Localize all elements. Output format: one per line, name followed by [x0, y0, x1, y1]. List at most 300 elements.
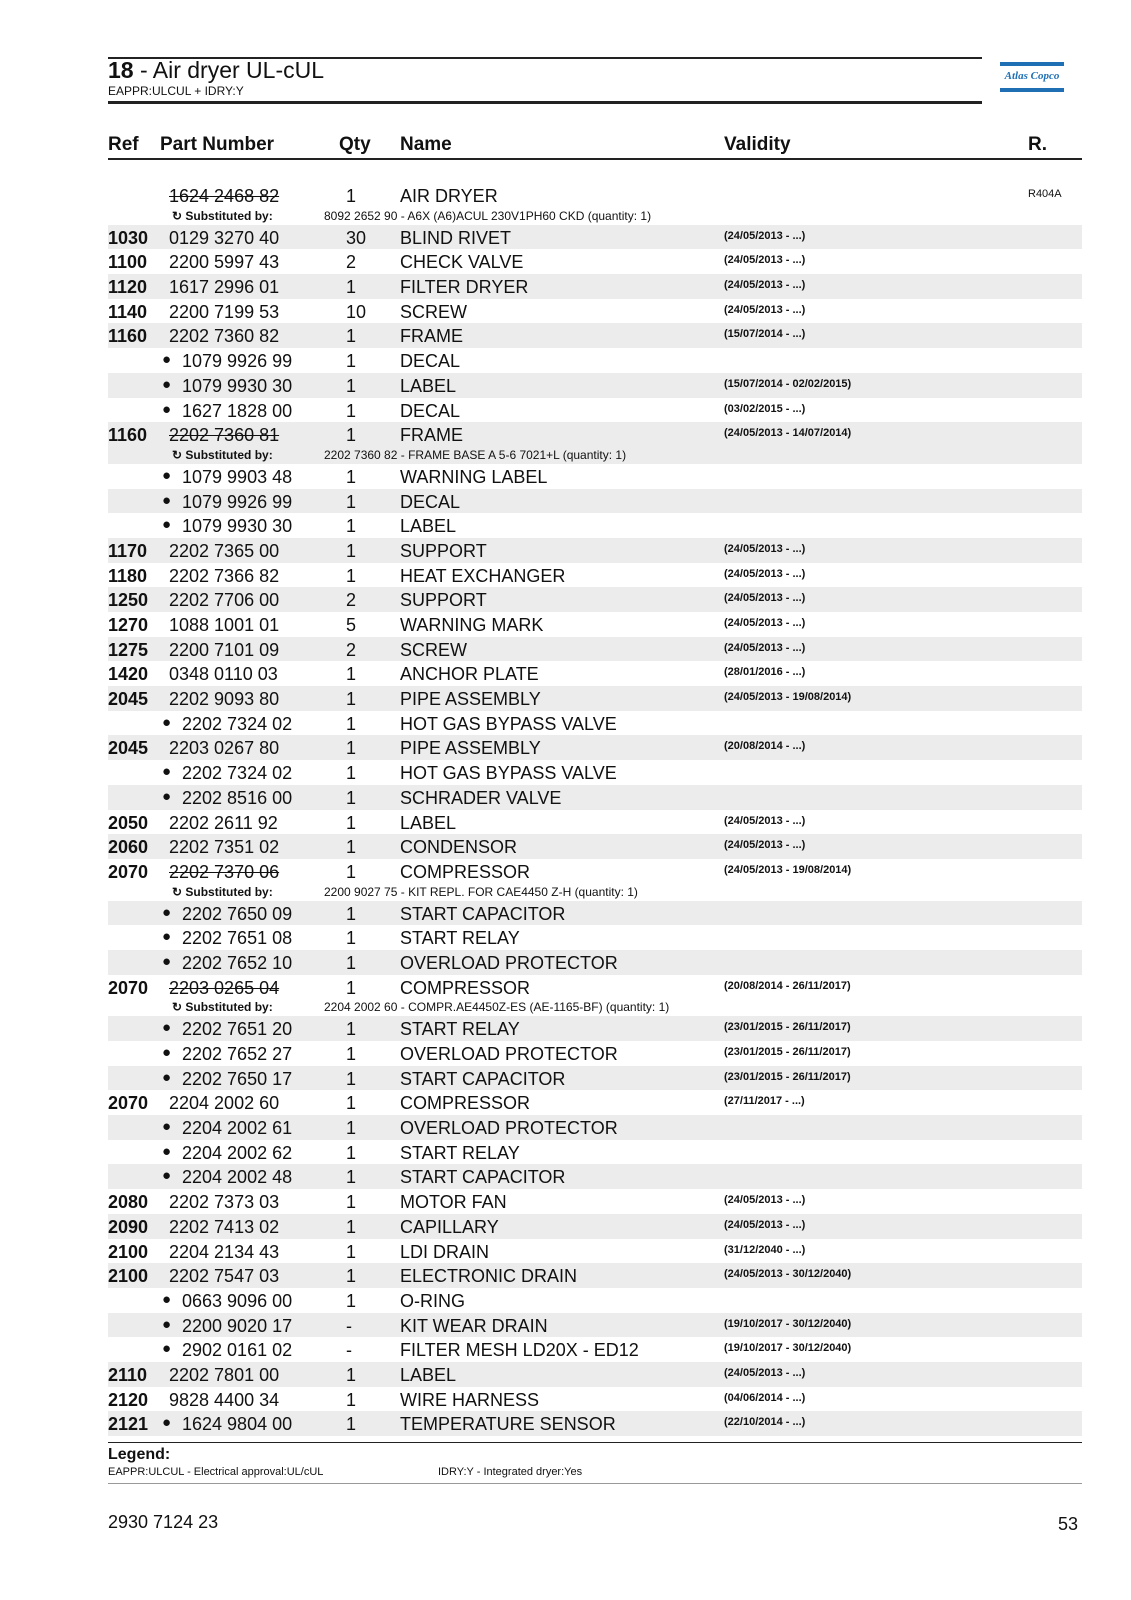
part-number-cell: 2202 7370 06 [169, 861, 280, 882]
name-cell: SCHRADER VALVE [400, 787, 562, 808]
table-row [108, 1189, 1082, 1214]
qty-cell: 1 [346, 977, 357, 998]
part-number-cell: 2203 0267 80 [169, 738, 280, 759]
ref-cell: 2100 [108, 1266, 149, 1287]
col-validity: Validity [724, 134, 791, 155]
part-number-cell: 2204 2002 60 [169, 1093, 280, 1114]
substituted-by-text: Substituted by: [185, 1000, 273, 1015]
qty-cell: 1 [346, 787, 357, 808]
part-number-cell: 2200 9020 17 [182, 1315, 293, 1336]
table-row [108, 834, 1082, 859]
validity-cell: (24/05/2013 - ...) [724, 617, 806, 629]
substitution-row [108, 884, 1082, 901]
table-row [108, 975, 1082, 1000]
table-row [108, 422, 1082, 447]
ref-cell: 1275 [108, 639, 149, 660]
name-cell: COMPRESSOR [400, 977, 531, 998]
name-cell: LABEL [400, 375, 457, 396]
ref-cell: 1420 [108, 664, 149, 685]
table-row [108, 249, 1082, 274]
part-number-cell: 1627 1828 00 [182, 400, 293, 421]
sub-item-bullet-icon: ● [162, 1414, 172, 1432]
part-number-cell: 2202 7324 02 [182, 763, 293, 784]
qty-cell: 1 [346, 1241, 357, 1262]
validity-cell: (15/07/2014 - 02/02/2015) [724, 377, 852, 390]
validity-cell: (15/07/2014 - ...) [724, 328, 806, 341]
name-cell: LABEL [400, 516, 457, 537]
name-cell: START RELAY [400, 1019, 520, 1040]
validity-cell: (22/10/2014 - ...) [724, 1416, 806, 1429]
table-row [108, 1313, 1082, 1338]
name-cell: CAPILLARY [400, 1216, 499, 1237]
qty-cell: 1 [346, 1364, 357, 1385]
name-cell: FRAME [400, 326, 463, 347]
part-number-cell: 1079 9903 48 [182, 466, 293, 487]
qty-cell: 2 [346, 639, 357, 660]
table-row [108, 373, 1082, 398]
part-number-cell: 1624 9804 00 [182, 1414, 293, 1435]
name-cell: FILTER DRYER [400, 277, 529, 298]
sub-item-bullet-icon: ● [162, 466, 172, 484]
part-number-cell: 2202 7650 09 [182, 903, 293, 924]
qty-cell: 30 [346, 227, 367, 248]
name-cell: OVERLOAD PROTECTOR [400, 1118, 618, 1139]
name-cell: HOT GAS BYPASS VALVE [400, 763, 617, 784]
validity-cell: (20/08/2014 - 26/11/2017) [724, 979, 851, 992]
part-number-cell: 2203 0265 04 [169, 977, 280, 998]
part-number-cell: 2202 7651 08 [182, 928, 293, 949]
part-number-cell: 2202 7413 02 [169, 1216, 280, 1237]
table-row [108, 513, 1082, 538]
part-number-cell: 2902 0161 02 [182, 1340, 293, 1361]
validity-cell: (24/05/2013 - 30/12/2040) [724, 1268, 852, 1281]
qty-cell: 1 [346, 1142, 357, 1163]
validity-cell: (23/01/2015 - 26/11/2017) [724, 1070, 851, 1083]
qty-cell: 1 [346, 1167, 357, 1188]
qty-cell: 1 [346, 689, 357, 710]
name-cell: SUPPORT [400, 540, 487, 561]
ref-cell: 2070 [108, 1093, 149, 1114]
refresh-icon: ↻ [172, 208, 186, 223]
name-cell: BLIND RIVET [400, 227, 512, 248]
substitution-row [108, 999, 1082, 1016]
validity-cell: (24/05/2013 - ...) [724, 1194, 806, 1207]
part-number-cell: 1079 9926 99 [182, 351, 293, 372]
table-row [108, 925, 1082, 950]
validity-cell: (24/05/2013 - ...) [724, 814, 806, 827]
table-row [108, 686, 1082, 711]
table-row [108, 859, 1082, 884]
sub-item-bullet-icon: ● [162, 1019, 172, 1037]
part-number-cell: 2202 7650 17 [182, 1068, 293, 1089]
part-number-cell: 2202 7366 82 [169, 565, 280, 586]
name-cell: ELECTRONIC DRAIN [400, 1266, 578, 1287]
part-number-cell: 2204 2134 43 [169, 1241, 280, 1262]
sub-item-bullet-icon: ● [162, 1044, 172, 1061]
col-r: R. [1028, 134, 1047, 155]
part-number-cell: 2204 2002 62 [182, 1142, 293, 1163]
refresh-icon: ↻ [172, 447, 186, 462]
legend-item: EAPPR:ULCUL - Electrical approval:UL/cUL [108, 1466, 324, 1478]
substitution-text: 2200 9027 75 - KIT REPL. FOR CAE4450 Z-H (quantity: 1) [324, 884, 638, 899]
legend-rule [108, 1442, 1082, 1443]
qty-cell: 1 [346, 351, 357, 372]
ref-cell: 2090 [108, 1216, 149, 1237]
name-cell: ANCHOR PLATE [400, 664, 539, 685]
qty-cell: 2 [346, 590, 357, 611]
table-row [108, 735, 1082, 760]
col-ref: Ref [108, 134, 139, 155]
part-number-cell: 2202 7652 27 [182, 1044, 293, 1064]
qty-cell: 1 [346, 1290, 357, 1311]
name-cell: COMPRESSOR [400, 861, 531, 882]
validity-cell: (24/05/2013 - ...) [724, 254, 806, 267]
part-number-cell: 2202 7351 02 [169, 837, 280, 858]
legend-bottom-rule [108, 1483, 1082, 1484]
qty-cell: 1 [346, 738, 357, 759]
substituted-by-label [172, 448, 273, 462]
part-number-cell: 2202 7360 81 [169, 425, 280, 446]
qty-cell: 1 [346, 1414, 357, 1435]
sub-item-bullet-icon: ● [162, 1142, 172, 1160]
name-cell: DECAL [400, 351, 461, 372]
validity-cell: (24/05/2013 - 19/08/2014) [724, 863, 852, 876]
table-row [108, 612, 1082, 637]
name-cell: WARNING LABEL [400, 466, 548, 487]
logo-text: Atlas Copco [1004, 70, 1060, 82]
qty-cell: 1 [346, 952, 357, 973]
qty-cell: 1 [346, 1019, 357, 1040]
ref-cell: 1180 [108, 565, 148, 586]
ref-cell: 1140 [108, 301, 148, 322]
qty-cell: 1 [346, 928, 357, 949]
validity-cell: (27/11/2017 - ...) [724, 1095, 805, 1108]
logo-top-bar [1000, 62, 1064, 66]
name-cell: WIRE HARNESS [400, 1389, 540, 1410]
name-cell: MOTOR FAN [400, 1192, 507, 1213]
name-cell: LABEL [400, 812, 457, 833]
ref-cell: 1250 [108, 590, 149, 611]
part-number-cell: 0129 3270 40 [169, 227, 280, 248]
sub-item-bullet-icon: ● [162, 763, 172, 781]
validity-cell: (24/05/2013 - ...) [724, 1218, 806, 1231]
table-row [108, 1140, 1082, 1165]
validity-cell: (04/06/2014 - ...) [724, 1391, 806, 1404]
table-header [108, 132, 1082, 160]
qty-cell: 10 [346, 301, 367, 322]
table-row [108, 1337, 1082, 1362]
qty-cell: 1 [346, 1266, 357, 1287]
table-row [108, 711, 1082, 736]
sub-item-bullet-icon: ● [162, 400, 172, 418]
validity-cell: (24/05/2013 - ...) [724, 303, 806, 316]
qty-cell: 1 [346, 664, 357, 685]
qty-cell: 1 [346, 565, 357, 586]
table-row [108, 661, 1082, 686]
table-row [108, 538, 1082, 563]
refresh-icon: ↻ [172, 884, 186, 899]
name-cell: CONDENSOR [400, 837, 518, 858]
sub-item-bullet-icon: ● [162, 1167, 172, 1185]
substituted-by-text: Substituted by: [185, 447, 273, 462]
name-cell: CHECK VALVE [400, 252, 524, 273]
substitution-text: 8092 2652 90 - A6X (A6)ACUL 230V1PH60 CKD (quantity: 1) [324, 208, 652, 223]
col-part-number: Part Number [160, 134, 275, 155]
sub-item-bullet-icon: ● [162, 1290, 172, 1308]
qty-cell: 1 [346, 1068, 357, 1089]
name-cell: PIPE ASSEMBLY [400, 738, 541, 759]
table-row [108, 274, 1082, 299]
part-number-cell: 2202 7651 20 [182, 1019, 293, 1040]
name-cell: DECAL [400, 491, 461, 512]
substitution-text: 2204 2002 60 - COMPR.AE4450Z-ES (AE-1165-BF) (quantity: 1) [324, 1000, 670, 1015]
sub-item-bullet-icon: ● [162, 491, 172, 509]
part-number-cell: 2202 7547 03 [169, 1266, 280, 1287]
name-cell: SCREW [400, 639, 467, 660]
page-title [108, 57, 324, 84]
part-number-cell: 2200 7101 09 [169, 639, 280, 660]
page-subtitle: EAPPR:ULCUL + IDRY:Y [108, 84, 244, 98]
part-number-cell: 1079 9930 30 [182, 375, 293, 396]
qty-cell: 1 [346, 516, 357, 537]
legend-title: Legend: [108, 1446, 171, 1463]
ref-cell: 1170 [108, 540, 148, 561]
sub-item-bullet-icon: ● [162, 787, 172, 805]
validity-cell: (24/05/2013 - ...) [724, 279, 806, 292]
name-cell: WARNING MARK [400, 615, 544, 635]
name-cell: FRAME [400, 425, 463, 446]
substituted-by-label [172, 209, 273, 223]
qty-cell: 1 [346, 763, 357, 784]
col-qty: Qty [339, 134, 371, 155]
part-number-cell: 2202 7360 82 [169, 326, 280, 347]
ref-cell: 1030 [108, 227, 149, 248]
table-row [108, 1362, 1082, 1387]
qty-cell: 1 [346, 186, 357, 206]
document-number: 2930 7124 23 [108, 1512, 219, 1532]
substituted-by-label [172, 885, 273, 899]
ref-cell: 2100 [108, 1241, 149, 1262]
ref-cell: 1160 [108, 326, 148, 347]
name-cell: HEAT EXCHANGER [400, 565, 566, 586]
validity-cell: (28/01/2016 - ...) [724, 666, 806, 679]
part-number-cell: 2202 7373 03 [169, 1192, 280, 1213]
part-number-cell: 2202 7801 00 [169, 1364, 280, 1385]
table-row [108, 398, 1082, 423]
validity-cell: (24/05/2013 - 14/07/2014) [724, 427, 852, 440]
name-cell: AIR DRYER [400, 186, 498, 206]
sub-item-bullet-icon: ● [162, 903, 172, 921]
name-cell: HOT GAS BYPASS VALVE [400, 713, 617, 734]
ref-cell: 2110 [108, 1364, 148, 1385]
part-number-cell: 1624 2468 82 [169, 186, 280, 206]
qty-cell: 1 [346, 1044, 357, 1064]
name-cell: LDI DRAIN [400, 1241, 490, 1262]
section-title: - Air dryer UL-cUL [139, 57, 325, 83]
sub-item-bullet-icon: ● [162, 1340, 172, 1358]
part-number-cell: 2204 2002 61 [182, 1118, 293, 1139]
r-cell: R404A [1028, 188, 1062, 200]
ref-cell: 2070 [108, 861, 149, 882]
qty-cell: 1 [346, 903, 357, 924]
table-row [108, 1016, 1082, 1041]
atlas-copco-logo [1000, 62, 1064, 96]
part-number-cell: 2202 7365 00 [169, 540, 280, 561]
validity-cell: (24/05/2013 - ...) [724, 592, 806, 605]
qty-cell: 1 [346, 812, 357, 833]
sub-item-bullet-icon: ● [162, 1068, 172, 1086]
logo-bottom-bar [1000, 88, 1064, 92]
name-cell: OVERLOAD PROTECTOR [400, 952, 618, 973]
part-number-cell: 2204 2002 48 [182, 1167, 293, 1188]
table-row [108, 323, 1082, 348]
table-row [108, 225, 1082, 250]
name-cell: COMPRESSOR [400, 1093, 531, 1114]
qty-cell: 1 [346, 491, 357, 512]
sub-item-bullet-icon: ● [162, 713, 172, 731]
validity-cell: (24/05/2013 - ...) [724, 1366, 806, 1379]
validity-cell: (23/01/2015 - 26/11/2017) [724, 1046, 851, 1058]
qty-cell: 1 [346, 540, 357, 561]
table-row [108, 563, 1082, 588]
qty-cell: 1 [346, 425, 357, 446]
validity-cell: (24/05/2013 - ...) [724, 229, 806, 242]
ref-cell: 2045 [108, 689, 149, 710]
name-cell: DECAL [400, 400, 461, 421]
validity-cell: (24/05/2013 - ...) [724, 839, 806, 852]
qty-cell: 1 [346, 1216, 357, 1237]
qty-cell: 1 [346, 1093, 357, 1114]
substitution-row [108, 447, 1082, 464]
table-row [108, 1411, 1082, 1436]
validity-cell: (23/01/2015 - 26/11/2017) [724, 1021, 851, 1034]
ref-cell: 2080 [108, 1192, 149, 1213]
validity-cell: (24/05/2013 - ...) [724, 542, 806, 555]
part-number-cell: 2202 7324 02 [182, 713, 293, 734]
name-cell: FILTER MESH LD20X - ED12 [400, 1340, 639, 1361]
qty-cell: 1 [346, 1118, 357, 1139]
page-number: 53 [1058, 1514, 1079, 1534]
table-row [108, 1214, 1082, 1239]
name-cell: START CAPACITOR [400, 1068, 566, 1089]
name-cell: START RELAY [400, 1142, 520, 1163]
name-cell: KIT WEAR DRAIN [400, 1315, 548, 1336]
col-name: Name [400, 134, 452, 155]
name-cell: START RELAY [400, 928, 520, 949]
ref-cell: 2121 [108, 1414, 149, 1435]
qty-cell: 1 [346, 277, 357, 298]
parts-table [108, 183, 1082, 1436]
ref-cell: 1160 [108, 425, 148, 446]
ref-cell: 2070 [108, 977, 149, 998]
sub-item-bullet-icon: ● [162, 928, 172, 946]
header-bottom-rule [108, 101, 982, 104]
validity-cell: (03/02/2015 - ...) [724, 402, 806, 415]
qty-cell: 1 [346, 1192, 357, 1213]
table-row [108, 760, 1082, 785]
table-row [108, 1164, 1082, 1189]
part-number-cell: 1617 2996 01 [169, 277, 280, 298]
part-number-cell: 2202 8516 00 [182, 787, 293, 808]
part-number-cell: 2200 7199 53 [169, 301, 280, 322]
name-cell: START CAPACITOR [400, 1167, 566, 1188]
part-number-cell: 2200 5997 43 [169, 252, 280, 273]
table-row [108, 183, 1082, 208]
table-row [108, 810, 1082, 835]
table-row [108, 1239, 1082, 1264]
sub-item-bullet-icon: ● [162, 952, 172, 970]
validity-cell: (24/05/2013 - 19/08/2014) [724, 691, 852, 704]
section-number: 18 [108, 57, 134, 83]
part-number-cell: 1079 9926 99 [182, 491, 293, 512]
substitution-text: 2202 7360 82 - FRAME BASE A 5-6 7021+L (quantity: 1) [324, 447, 627, 462]
qty-cell: 1 [346, 861, 357, 882]
validity-cell: (19/10/2017 - 30/12/2040) [724, 1342, 852, 1355]
validity-cell: (24/05/2013 - ...) [724, 567, 806, 580]
table-row [108, 587, 1082, 612]
name-cell: START CAPACITOR [400, 903, 566, 924]
sub-item-bullet-icon: ● [162, 1118, 172, 1136]
table-row [108, 1263, 1082, 1288]
qty-cell: 1 [346, 837, 357, 858]
qty-cell: - [346, 1315, 352, 1336]
table-row [108, 637, 1082, 662]
validity-cell: (24/05/2013 - ...) [724, 641, 806, 654]
refresh-icon: ↻ [172, 1000, 186, 1015]
ref-cell: 1100 [108, 252, 148, 273]
table-row [108, 785, 1082, 810]
validity-cell: (20/08/2014 - ...) [724, 740, 806, 753]
sub-item-bullet-icon: ● [162, 351, 172, 369]
table-row [108, 1387, 1082, 1412]
name-cell: TEMPERATURE SENSOR [400, 1414, 616, 1435]
name-cell: SCREW [400, 301, 467, 322]
table-row [108, 1115, 1082, 1140]
sub-item-bullet-icon: ● [162, 1315, 172, 1333]
table-row [108, 1288, 1082, 1313]
table-row [108, 950, 1082, 975]
qty-cell: 1 [346, 400, 357, 421]
ref-cell: 2050 [108, 812, 149, 833]
part-number-cell: 0663 9096 00 [182, 1290, 293, 1311]
qty-cell: 1 [346, 1389, 357, 1410]
table-row [108, 489, 1082, 514]
ref-cell: 2060 [108, 837, 149, 858]
name-cell: SUPPORT [400, 590, 487, 611]
table-row [108, 1090, 1082, 1115]
name-cell: PIPE ASSEMBLY [400, 689, 541, 710]
part-number-cell: 2202 9093 80 [169, 689, 280, 710]
qty-cell: 2 [346, 252, 357, 273]
qty-cell: 1 [346, 713, 357, 734]
name-cell: LABEL [400, 1364, 457, 1385]
sub-item-bullet-icon: ● [162, 516, 172, 534]
part-number-cell: 2202 7652 10 [182, 952, 293, 973]
substituted-by-label [172, 1000, 273, 1014]
table-row [108, 901, 1082, 926]
part-number-cell: 2202 7706 00 [169, 590, 280, 611]
part-number-cell: 1079 9930 30 [182, 516, 293, 537]
qty-cell: 1 [346, 326, 357, 347]
table-row [108, 464, 1082, 489]
part-number-cell: 0348 0110 03 [169, 664, 278, 685]
ref-cell: 2120 [108, 1389, 149, 1410]
qty-cell: 1 [346, 375, 357, 396]
ref-cell: 1120 [108, 277, 148, 298]
ref-cell: 2045 [108, 738, 149, 759]
ref-cell: 1270 [108, 615, 149, 635]
table-row [108, 299, 1082, 324]
